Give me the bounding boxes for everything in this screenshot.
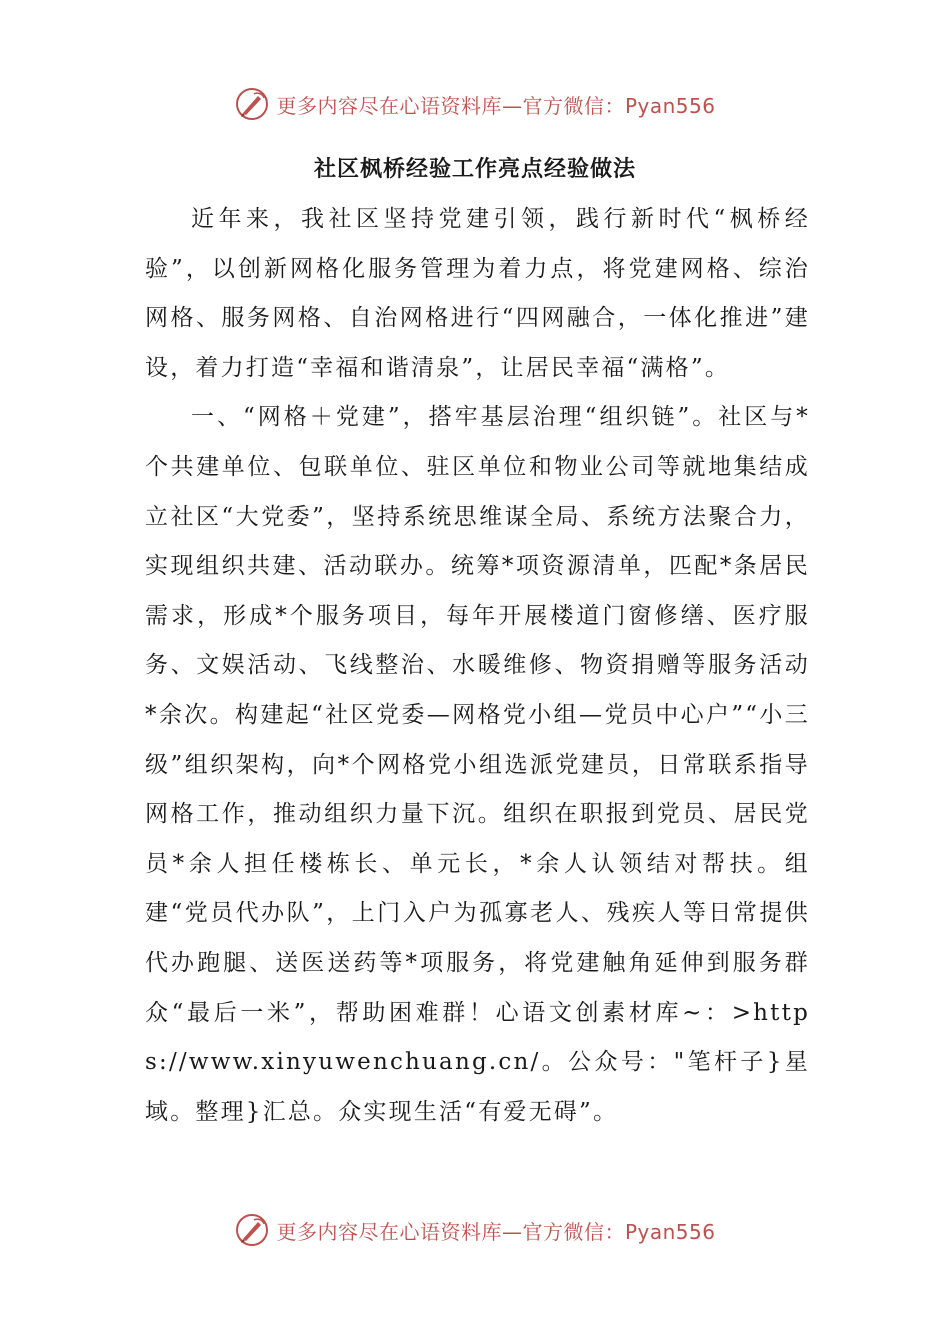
document-body xyxy=(145,195,810,1137)
paragraph-intro: 近年来，我社区坚持党建引领，践行新时代“枫桥经验”，以创新网格化服务管理为着力点，将党建网格、综治网格、服务网格、自治网格进行“四网融合，一体化推进”建设，着力打造“幸福和谐清泉”，让居民幸福“满格”。 xyxy=(145,206,810,381)
footer-banner xyxy=(0,1208,950,1252)
footer-banner-text: 更多内容尽在心语资料库—官方微信：Pyan556 xyxy=(276,1219,716,1244)
page-title: 社区枫桥经验工作亮点经验做法 xyxy=(313,157,636,182)
header-banner-text: 更多内容尽在心语资料库—官方微信：Pyan556 xyxy=(276,93,716,118)
paragraph-section-one: 一、“网格＋党建”，搭牢基层治理“组织链”。社区与*个共建单位、包联单位、驻区单位和物业公司等就地集结成立社区“大党委”，坚持系统思维谋全局、系统方法聚合力，实现组织共建、活动联办。统筹*项资源清单，匹配*条居民需求，形成*个服务项目，每年开展楼道门窗修缮、医疗服务、文娱活动、飞线整治、水暖维修、物资捐赠等服务活动*余次。构建起“社区党委—网格党小组—党员中心户”“小三级”组织架构，向*个网格党小组选派党建员，日常联系指导网格工作，推动组织力量下沉。组织在职报到党员、居民党员*余人担任楼栋长、单元长，*余人认领结对帮扶。组建“党员代办队”，上门入户为孤寡老人、残疾人等日常提供代办跑腿、送医送药等*项服务，将党建触角延伸到服务群众“最后一米”，帮助困难群！心语文创素材库~：>https://www.xinyuwenchuang.cn/。公众号："笔杆子}星域。整理}汇总。众实现生活“有爱无碍”。 xyxy=(145,404,810,1125)
header-banner xyxy=(0,82,950,126)
pen-logo-icon xyxy=(234,86,270,122)
pen-logo-icon xyxy=(234,1212,270,1248)
